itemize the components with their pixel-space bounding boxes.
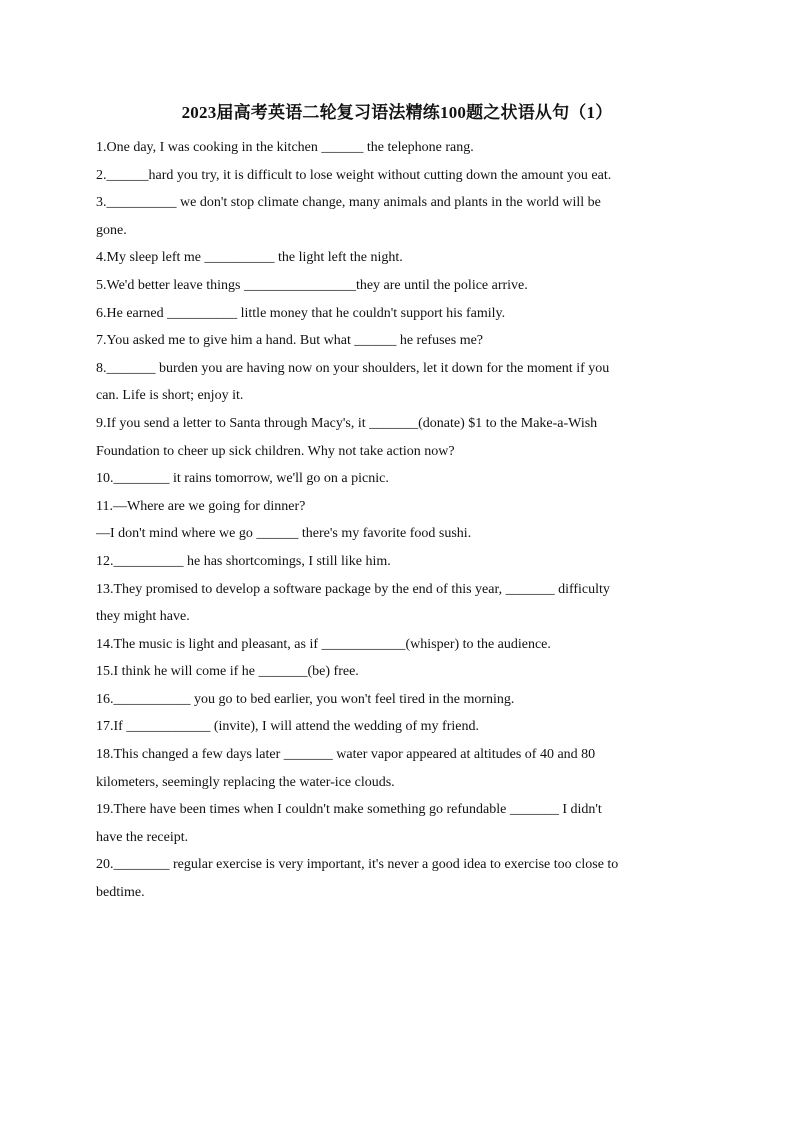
question-line: 12.__________ he has shortcomings, I still like him. (96, 553, 391, 569)
question-line: 2.______hard you try, it is difficult to lose weight without cutting down the amount you eat. (96, 167, 612, 183)
question-line: 9.If you send a letter to Santa through Macy's, it _______(donate) $1 to the Make-a-Wish (96, 415, 598, 431)
question-line: 7.You asked me to give him a hand. But what ______ he refuses me? (96, 333, 484, 349)
question-line: they might have. (96, 609, 190, 625)
question-line: 5.We'd better leave things ________________they are until the police arrive. (96, 277, 528, 293)
question-line: 16.___________ you go to bed earlier, you won't feel tired in the morning. (96, 691, 515, 707)
question-line: 4.My sleep left me __________ the light left the night. (96, 250, 403, 266)
question-line: 13.They promised to develop a software package by the end of this year, _______ difficulty (96, 581, 610, 597)
question-line: 6.He earned __________ little money that he couldn't support his family. (96, 305, 506, 321)
question-line: 17.If ____________ (invite), I will attend the wedding of my friend. (96, 719, 479, 735)
page-title: 2023届高考英语二轮复习语法精练100题之状语从句（1） (181, 103, 613, 122)
question-line: Foundation to cheer up sick children. Why not take action now? (96, 443, 455, 459)
question-line: 1.One day, I was cooking in the kitchen ______ the telephone rang. (96, 140, 474, 155)
question-line: kilometers, seemingly replacing the water-ice clouds. (96, 774, 395, 790)
question-line: 19.There have been times when I couldn't make something go refundable _______ I didn't (96, 802, 602, 818)
question-line: gone. (96, 222, 127, 238)
question-line: 3.__________ we don't stop climate change, many animals and plants in the world will be (96, 195, 601, 211)
question-line: 18.This changed a few days later _______ water vapor appeared at altitudes of 40 and 80 (96, 747, 596, 763)
question-line: can. Life is short; enjoy it. (96, 388, 244, 404)
question-line: bedtime. (96, 885, 145, 901)
question-line: 10.________ it rains tomorrow, we'll go on a picnic. (96, 471, 389, 487)
question-line: 15.I think he will come if he _______(be) free. (96, 664, 359, 680)
question-line: 11.—Where are we going for dinner? (96, 498, 306, 514)
question-line: have the receipt. (96, 829, 189, 845)
question-line: 14.The music is light and pleasant, as if ____________(whisper) to the audience. (96, 636, 551, 652)
question-line: —I don't mind where we go ______ there's my favorite food sushi. (96, 526, 472, 542)
question-line: 8._______ burden you are having now on your shoulders, let it down for the moment if you (96, 360, 610, 376)
question-line: 20.________ regular exercise is very important, it's never a good idea to exercise too close to (96, 857, 619, 873)
question-list (96, 134, 692, 907)
